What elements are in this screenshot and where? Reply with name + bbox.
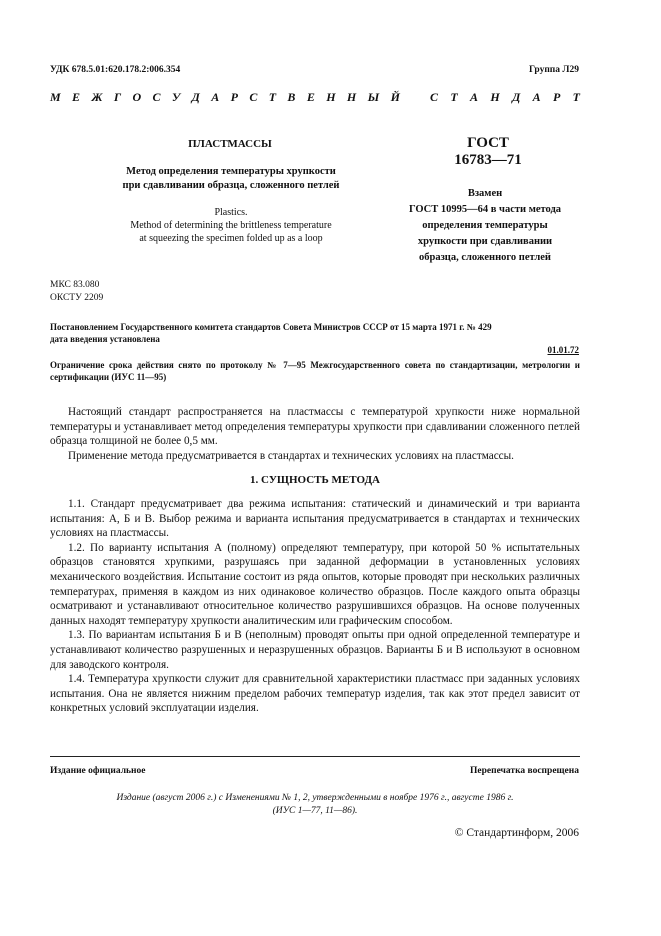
copyright: © Стандартинформ, 2006 xyxy=(454,827,579,839)
clause-1-1: 1.1. Стандарт предусматривает два режима испытания: статический и динамический и три варианта испытания: А, Б и В. Выбор режима и варианта испытания предусматривается в стандартах и технических условиях на пластмассы. xyxy=(50,498,580,540)
document-subtitle xyxy=(100,165,362,193)
gost-label: ГОСТ xyxy=(467,135,509,151)
replaces-line: хрупкости при сдавливании xyxy=(417,236,553,247)
replaces-line: образца, сложенного петлей xyxy=(419,252,551,263)
decree-line: дата введения установлена xyxy=(50,334,160,344)
replaces-line: определения температуры xyxy=(422,220,548,231)
standard-banner xyxy=(50,90,580,105)
subtitle-line: при сдавливании образца, сложенного петлей xyxy=(122,180,340,191)
clause-1-3: 1.3. По вариантам испытания Б и В (неполным) проводят опыты при одной определенной температуре и устанавливают количество разрушенных и неразрушенных образцов. Варианты Б и В используют в основном для заводского контроля. xyxy=(50,629,580,671)
footer-divider xyxy=(50,756,580,757)
decree-text xyxy=(50,321,580,345)
subtitle-line: Метод определения температуры хрупкости xyxy=(126,166,336,177)
official-edition-label: Издание официальное xyxy=(50,766,146,776)
english-title-line: Method of determining the brittleness temperature xyxy=(130,220,332,231)
limitation-note: Ограничение срока действия снято по протоколу № 7—95 Межгосударственного совета по стандартизации, метрологии и сертификации (ИУС 11—95) xyxy=(50,360,580,382)
classification-codes xyxy=(50,279,103,305)
reprint-prohibited-label: Перепечатка воспрещена xyxy=(469,766,579,776)
intro-paragraph xyxy=(50,405,580,449)
intro-text: Применение метода предусматривается в стандартах и технических условиях на пластмассы. xyxy=(68,450,514,462)
intro-text: Настоящий стандарт распространяется на пластмассы с температурой хрупкости ниже нормальной температуры и устанавливает метод определения температуры хрупкости при сдавливании сложенного петлей образца толщиной не более 0,5 мм. xyxy=(50,406,580,448)
gost-number: 16783—71 xyxy=(454,152,522,168)
english-title-line: Plastics. xyxy=(214,207,248,218)
edition-line: (ИУС 1—77, 11—86). xyxy=(272,806,358,816)
gost-number-block xyxy=(398,135,578,169)
banner-left: М Е Ж Г О С У Д А Р С Т В Е Н Н Ы Й xyxy=(50,90,400,104)
banner-right: С Т А Н Д А Р Т xyxy=(430,90,580,104)
document-title: ПЛАСТМАССЫ xyxy=(188,138,272,150)
edition-line: Издание (август 2006 г.) с Изменениями № 1, 2, утвержденными в ноябре 1976 г., августе 1986 г. xyxy=(116,793,514,803)
intro-paragraph xyxy=(50,449,580,464)
edition-note xyxy=(60,792,570,818)
replaces-line: ГОСТ 10995—64 в части метода xyxy=(408,204,562,215)
group-code: Группа Л29 xyxy=(528,65,579,75)
decree-line: Постановлением Государственного комитета стандартов Совета Министров СССР от 15 марта 1971 г. № 429 xyxy=(50,322,492,332)
clause-1-2: 1.2. По варианту испытания А (полному) определяют температуру, при которой 50 % испытательных образцов становятся хрупкими, разрушаясь при заданной деформации в установленных условиях механического воздействия. Испытание состоит из ряда опытов, которые проводят при нескольких различных температурах, применяя в каждом из них одинаковое количество образцов. После каждого опыта образцы осматривают и устанавливают относительное количество разрушившихся образцов. На основе полученных данных находят температуру хрупкости аналитическим или графическим способом. xyxy=(50,541,580,627)
section-heading: 1. СУЩНОСТЬ МЕТОДА xyxy=(250,474,380,486)
okstu-code: ОКСТУ 2209 xyxy=(50,293,104,303)
introduction-date: 01.01.72 xyxy=(547,345,579,355)
clause-1-4: 1.4. Температура хрупкости служит для сравнительной характеристики пластмасс при заданных условиях испытания. Она не является нижним пределом рабочих температур изделия, так как этот предел зависит от конкретных условий эксплуатации изделия. xyxy=(50,673,580,715)
section-items xyxy=(50,497,580,716)
replaces-label: Взамен xyxy=(467,188,503,199)
english-title xyxy=(100,206,362,245)
udk-code: УДК 678.5.01:620.178.2:006.354 xyxy=(50,65,181,75)
mks-code: МКС 83.080 xyxy=(50,280,100,290)
replaces-block xyxy=(392,186,578,266)
english-title-line: at squeezing the specimen folded up as a loop xyxy=(139,233,323,244)
